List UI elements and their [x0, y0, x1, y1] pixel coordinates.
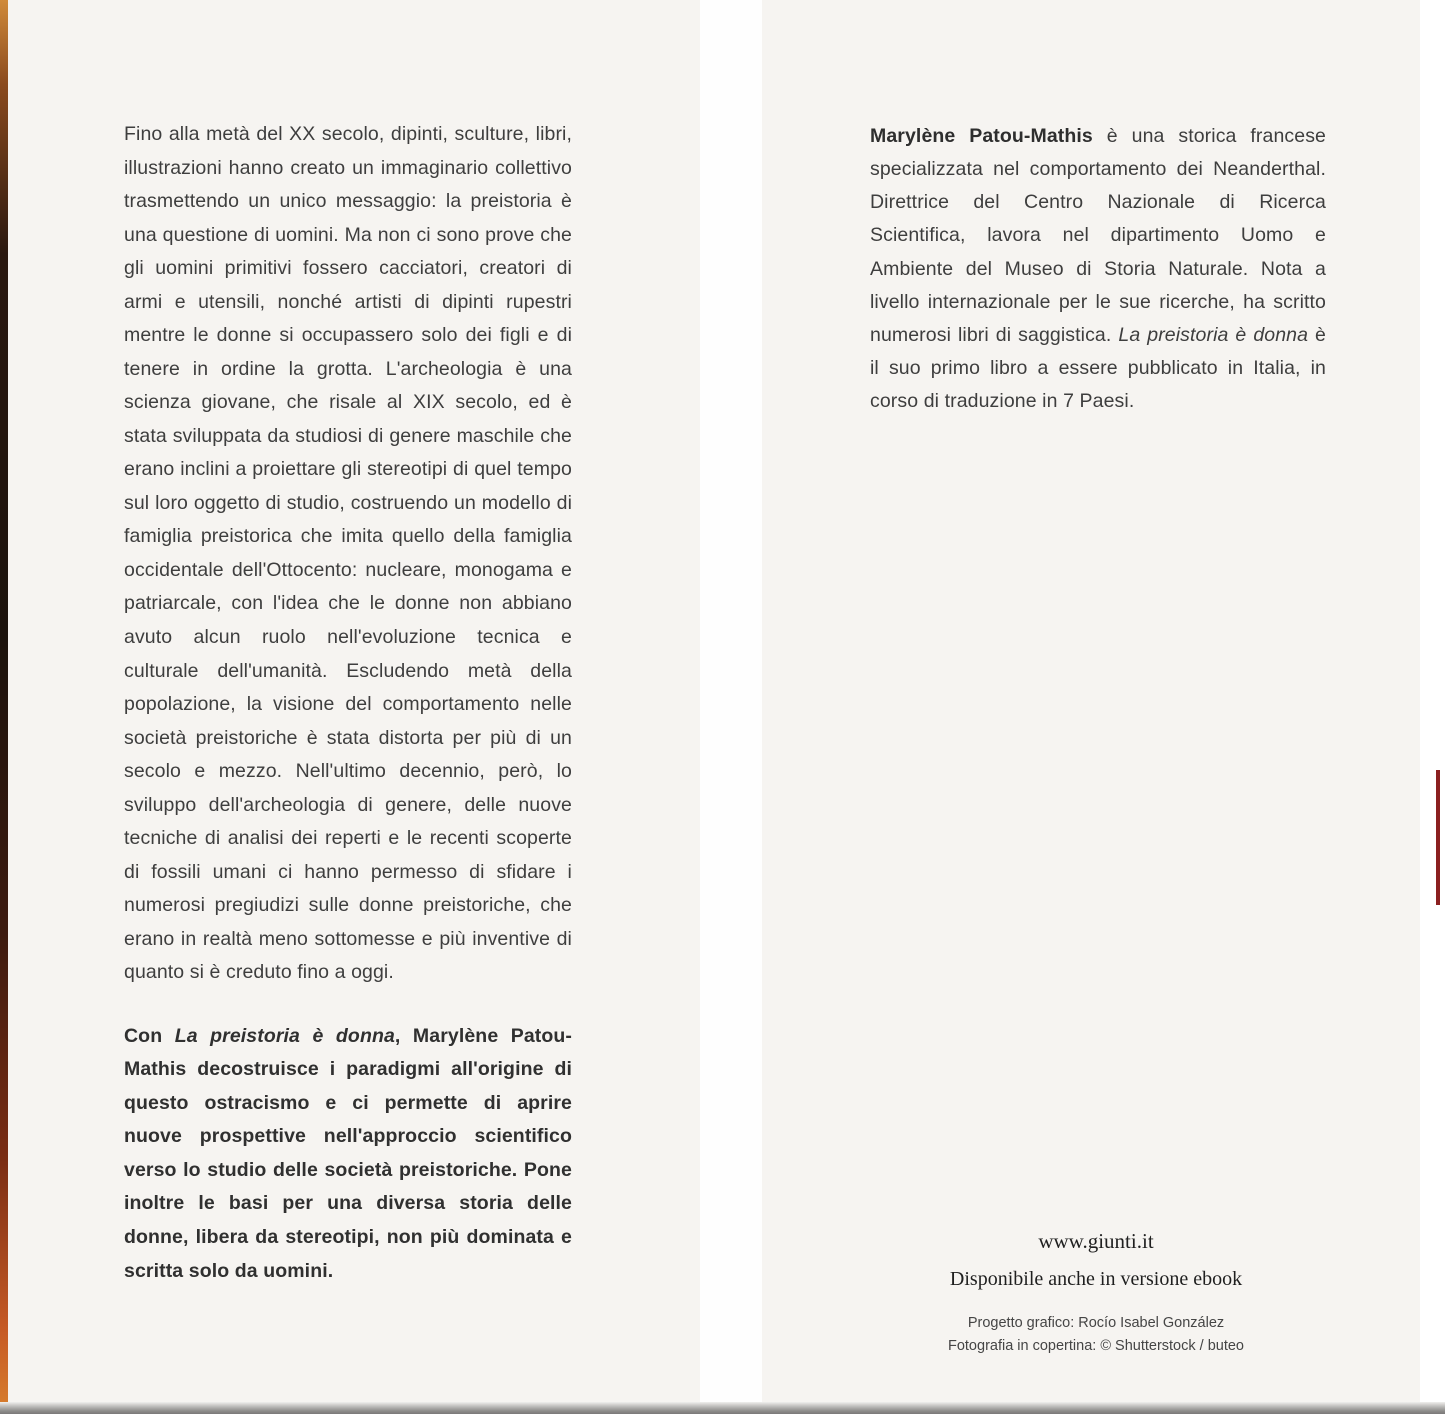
right-flap: [762, 0, 1420, 1402]
synopsis-paragraph: Fino alla metà del XX secolo, dipinti, sculture, libri, illustrazioni hanno creato un immaginario collettivo trasmettendo un unico messaggio: la preistoria è una questione di uomini. Ma non ci sono prove che gli uomini primitivi fossero cacciatori, creatori di armi e utensili, nonché artisti di dipinti rupestri mentre le donne si occupassero solo dei figli e di tenere in ordine la grotta. L'archeologia è una scienza giovane, che risale al XIX secolo, ed è stata sviluppata da studiosi di genere maschile che erano inclini a proiettare gli stereotipi di quel tempo sul loro oggetto di studio, costruendo un modello di famiglia preistorica che imita quello della famiglia occidentale dell'Ottocento: nucleare, monogama e patriarcale, con l'idea che le donne non abbiano avuto alcun ruolo nell'evoluzione tecnica e culturale dell'umanità. Escludendo metà della popolazione, la visione del comportamento nelle società preistoriche è stata distorta per più di un secolo e mezzo. Nell'ultimo decennio, però, lo sviluppo dell'archeologia di genere, delle nuove tecniche di analisi dei reperti e le recenti scoperte di fossili umani ci hanno permesso di sfidare i numerosi pregiudizi sulle donne preistoriche, che erano in realtà meno sottomesse e più inventive di quanto si è creduto fino a oggi.: [124, 123, 572, 984]
closing-paragraph-prefix: Con: [124, 1024, 175, 1047]
left-flap-text-block: [124, 118, 572, 1288]
credit-graphic-design: Progetto grafico: Rocío Isabel González: [967, 1315, 1225, 1332]
publisher-website: www.giunti.it: [1038, 1229, 1154, 1253]
book-title-italic-bio: La preistoria è donna: [1118, 323, 1309, 346]
red-edge-mark: [1436, 770, 1440, 905]
publisher-footer: [846, 1228, 1346, 1357]
ebook-availability-note: Disponibile anche in versione ebook: [949, 1268, 1243, 1291]
closing-paragraph-rest: , Marylène Patou-Mathis decostruisce i paradigmi all'origine di questo ostracismo e ci permette di aprire nuove prospettive nell'approccio scientifico verso lo studio delle società preistoriche. Pone inoltre le basi per una diversa storia delle donne, libera da stereotipi, non più dominata e scritta solo da uomini.: [124, 1024, 573, 1282]
flap-fold-gutter: [700, 0, 762, 1402]
cover-spine-sliver: [0, 0, 8, 1414]
author-bio: [870, 120, 1326, 418]
closing-paragraph: [124, 1020, 572, 1288]
author-bio-text-1: è una storica francese specializzata nel comportamento dei Neanderthal. Direttrice del Centro Nazionale di Ricerca Scientifica, lavora nel dipartimento Uomo e Ambiente del Museo di Storia Naturale. Nota a livello internazionale per le sue ricerche, ha scritto numerosi libri di saggistica.: [870, 125, 1327, 346]
bottom-page-edge: [0, 1402, 1445, 1414]
right-page-margin: [1420, 0, 1445, 1402]
left-flap: [8, 0, 700, 1402]
credit-cover-photo: Fotografia in copertina: © Shutterstock / buteo: [947, 1337, 1244, 1354]
book-title-italic: La preistoria è donna: [174, 1024, 395, 1047]
credits-block: [846, 1312, 1346, 1357]
author-name: Marylène Patou-Mathis: [870, 125, 1093, 147]
author-bio-text-2: è il suo primo libro a essere pubblicato in Italia, in corso di traduzione in 7 Paesi.: [870, 323, 1327, 413]
